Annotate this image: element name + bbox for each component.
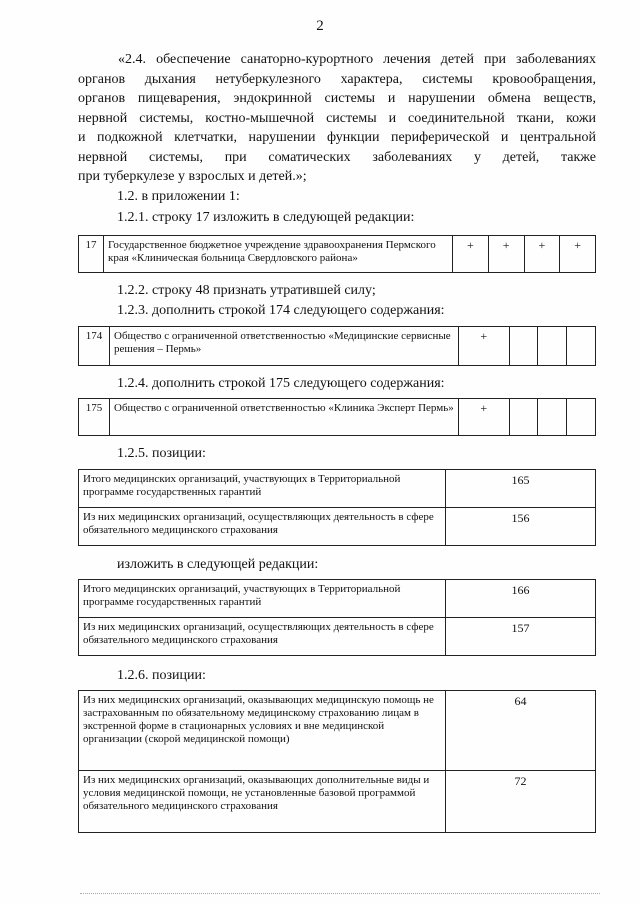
position-label: Итого медицинских организаций, участвующих в Территориальной программе государственных гарантий xyxy=(79,470,446,508)
position-label: Из них медицинских организаций, оказывающих дополнительные виды и условия медицинской помощи, не установленные базовой программой обязательного медицинского страхования xyxy=(79,771,446,833)
position-value: 72 xyxy=(446,771,596,833)
item-1-2-2: 1.2.2. строку 48 признать утратившей силу; xyxy=(117,283,376,298)
row-mark xyxy=(509,399,538,436)
position-value: 165 xyxy=(446,470,596,508)
intro-line: нервной системы, костно-мышечной системы и соединительной ткани, кожи xyxy=(78,110,596,126)
page-number: 2 xyxy=(316,18,324,34)
table-126-positions xyxy=(78,690,596,833)
item-1-2-4: 1.2.4. дополнить строкой 175 следующего содержания: xyxy=(117,376,445,391)
table-row xyxy=(79,399,596,436)
item-new-edition: изложить в следующей редакции: xyxy=(117,557,319,572)
position-value: 157 xyxy=(446,618,596,656)
intro-line: органов пищеварения, эндокринной системы и нарушении обмена веществ, xyxy=(78,91,596,106)
row-mark xyxy=(538,399,567,436)
row-mark xyxy=(567,327,596,366)
table-row-175 xyxy=(78,398,596,436)
intro-line: органов дыхания нетуберкулезного характера, системы кровообращения, xyxy=(78,71,596,87)
table-old-positions xyxy=(78,469,596,546)
row-number: 175 xyxy=(79,399,110,436)
item-1-2-3: 1.2.3. дополнить строкой 174 следующего содержания: xyxy=(117,303,445,318)
position-label: Итого медицинских организаций, участвующих в Территориальной программе государственных гарантий xyxy=(79,580,446,618)
position-value: 64 xyxy=(446,691,596,771)
row-number: 17 xyxy=(79,236,104,273)
table-row-17 xyxy=(78,235,596,273)
row-mark xyxy=(509,327,538,366)
table-row xyxy=(79,771,596,833)
table-row xyxy=(79,508,596,546)
item-1-2-6: 1.2.6. позиции: xyxy=(117,668,206,683)
intro-line: и подкожной клетчатки, нарушении функции периферической и центральной xyxy=(78,130,596,145)
position-value: 156 xyxy=(446,508,596,546)
position-label: Из них медицинских организаций, осуществляющих деятельность в сфере обязательного медицинского страхования xyxy=(79,618,446,656)
row-number: 174 xyxy=(79,327,110,366)
row-mark: + xyxy=(459,327,510,366)
row-mark: + xyxy=(453,236,489,273)
table-row xyxy=(79,236,596,273)
row-mark xyxy=(538,327,567,366)
table-row-174 xyxy=(78,326,596,366)
row-mark: + xyxy=(488,236,524,273)
row-org-name: Общество с ограниченной ответственностью «Медицинские сервисные решения – Пермь» xyxy=(110,327,459,366)
row-org-name: Общество с ограниченной ответственностью «Клиника Эксперт Пермь» xyxy=(110,399,459,436)
position-label: Из них медицинских организаций, оказывающих медицинскую помощь не застрахованным по обязательному медицинскому страхованию лицам в экстренной форме в стационарных условиях и вне медицинской организации (скорой медицинской помощи) xyxy=(79,691,446,771)
position-label: Из них медицинских организаций, осуществляющих деятельность в сфере обязательного медицинского страхования xyxy=(79,508,446,546)
item-1-2-5: 1.2.5. позиции: xyxy=(117,446,206,461)
table-row xyxy=(79,327,596,366)
intro-line: «2.4. обеспечение санаторно-курортного лечения детей при заболеваниях xyxy=(118,52,596,67)
intro-line: при туберкулезе у взрослых и детей.»; xyxy=(78,169,307,184)
row-mark: + xyxy=(560,236,596,273)
intro-line: нервной системы, при соматических заболеваниях у детей, также xyxy=(78,149,596,165)
scan-artifact-divider xyxy=(80,893,600,896)
row-mark xyxy=(567,399,596,436)
table-row xyxy=(79,470,596,508)
table-row xyxy=(79,618,596,656)
position-value: 166 xyxy=(446,580,596,618)
item-1-2: 1.2. в приложении 1: xyxy=(117,189,240,204)
table-new-positions xyxy=(78,579,596,656)
intro-paragraph xyxy=(78,50,596,187)
row-org-name: Государственное бюджетное учреждение здравоохранения Пермского края «Клиническая больница Свердловского района» xyxy=(104,236,453,273)
table-row xyxy=(79,691,596,771)
item-1-2-1: 1.2.1. строку 17 изложить в следующей редакции: xyxy=(117,210,415,225)
row-mark: + xyxy=(524,236,560,273)
row-mark: + xyxy=(459,399,510,436)
table-row xyxy=(79,580,596,618)
